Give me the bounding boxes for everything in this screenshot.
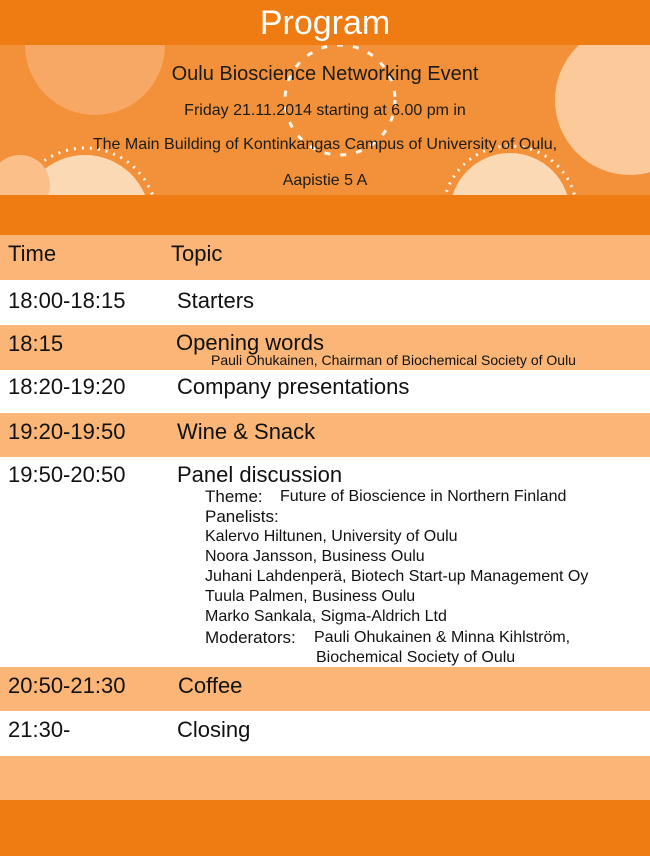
event-venue: The Main Building of Kontinkangas Campus of University of Oulu, xyxy=(92,136,558,153)
panelist: Noora Jansson, Business Oulu xyxy=(205,548,425,565)
panelist: Marko Sankala, Sigma-Aldrich Ltd xyxy=(205,608,447,625)
event-name: Oulu Bioscience Networking Event xyxy=(171,63,479,85)
table-header-row xyxy=(0,235,650,280)
panelist: Tuula Palmen, Business Oulu xyxy=(205,588,416,605)
row-time: 21:30- xyxy=(8,717,71,742)
column-header-topic: Topic xyxy=(171,241,223,266)
row-time: 19:50-20:50 xyxy=(8,462,126,487)
page-title: Program xyxy=(0,0,650,45)
row-topic: Company presentations xyxy=(177,374,410,399)
row-topic: Starters xyxy=(177,288,255,313)
footer-band xyxy=(0,800,650,856)
table-row xyxy=(0,413,650,457)
event-banner xyxy=(0,45,650,195)
moderators-label: Moderators: xyxy=(205,628,296,647)
table-row xyxy=(0,370,650,413)
moderators-org: Biochemical Society of Oulu xyxy=(316,649,516,666)
row-time: 20:50-21:30 xyxy=(8,673,126,698)
row-note: Pauli Ohukainen, Chairman of Biochemical Society of Oulu xyxy=(211,352,576,368)
table-row xyxy=(0,457,650,667)
table-row xyxy=(0,325,650,370)
panelist: Juhani Lahdenperä, Biotech Start-up Management Oy xyxy=(205,568,589,585)
row-time: 18:15 xyxy=(8,331,64,356)
row-time: 18:20-19:20 xyxy=(8,374,126,399)
row-topic: Opening words xyxy=(176,330,324,355)
table-row xyxy=(0,280,650,325)
row-time: 18:00-18:15 xyxy=(8,288,126,313)
table-row xyxy=(0,711,650,756)
row-time: 19:20-19:50 xyxy=(8,419,126,444)
divider-band xyxy=(0,195,650,235)
row-topic: Closing xyxy=(177,717,251,742)
panelists-label: Panelists: xyxy=(205,507,279,526)
table-row xyxy=(0,667,650,711)
column-header-time: Time xyxy=(8,241,57,266)
footer-band xyxy=(0,756,650,800)
panelist: Kalervo Hiltunen, University of Oulu xyxy=(205,528,458,545)
row-topic: Coffee xyxy=(178,673,243,698)
theme-text: Future of Bioscience in Northern Finland xyxy=(280,488,567,505)
row-topic: Wine & Snack xyxy=(177,419,316,444)
row-topic: Panel discussion xyxy=(177,462,343,487)
theme-label: Theme: xyxy=(205,487,263,506)
moderators-text: Pauli Ohukainen & Minna Kihlström, xyxy=(314,629,571,646)
event-date: Friday 21.11.2014 starting at 6.00 pm in xyxy=(184,102,466,119)
event-address: Aapistie 5 A xyxy=(282,172,368,189)
